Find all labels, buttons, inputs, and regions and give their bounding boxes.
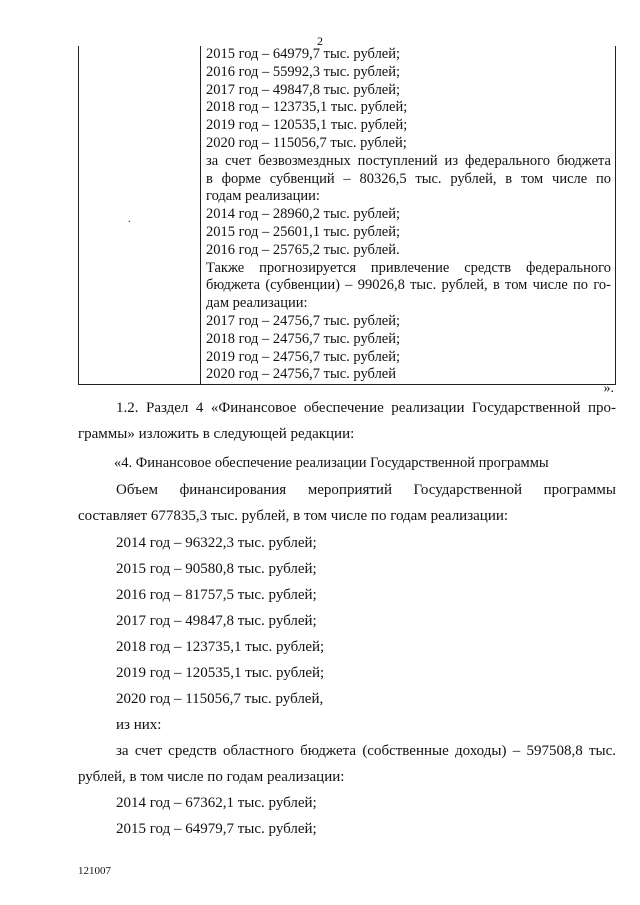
paragraph-line: за счет средств областного бюджета (собственные доходы) – 597508,8 тыс. xyxy=(116,743,616,759)
year-line: 2014 год – 96322,3 тыс. рублей; xyxy=(116,535,317,551)
table-line: за счет безвозмездных поступлений из федерального бюджета xyxy=(206,152,611,169)
table-line: 2014 год – 28960,2 тыс. рублей; xyxy=(206,206,401,223)
table-line: 2015 год – 64979,7 тыс. рублей; xyxy=(206,46,401,62)
year-line: 2017 год – 49847,8 тыс. рублей; xyxy=(116,613,317,629)
table-line: бюджета (субвенции) – 99026,8 тыс. рублей, в том числе по го- xyxy=(206,277,611,294)
footer-code: 121007 xyxy=(78,865,111,877)
table-line: 2019 год – 24756,7 тыс. рублей; xyxy=(206,348,401,365)
table-right-cell xyxy=(206,46,611,384)
year-line: 2014 год – 67362,1 тыс. рублей; xyxy=(116,795,317,811)
year-line: 2015 год – 64979,7 тыс. рублей; xyxy=(116,821,317,837)
table-line: 2016 год – 55992,3 тыс. рублей; xyxy=(206,63,401,80)
table-line: 2015 год – 25601,1 тыс. рублей; xyxy=(206,223,401,240)
table-line: 2020 год – 24756,7 тыс. рублей xyxy=(206,366,397,383)
year-line: 2015 год – 90580,8 тыс. рублей; xyxy=(116,561,317,577)
paragraph-line: из них: xyxy=(116,717,162,733)
table-line: 2019 год – 120535,1 тыс. рублей; xyxy=(206,117,408,134)
closing-quote-mark: ». xyxy=(603,381,614,396)
year-line: 2016 год – 81757,5 тыс. рублей; xyxy=(116,587,317,603)
table-line: годам реализации: xyxy=(206,188,320,205)
table-line: 2020 год – 115056,7 тыс. рублей; xyxy=(206,134,407,151)
year-line: 2020 год – 115056,7 тыс. рублей, xyxy=(116,691,324,707)
table-line: 2017 год – 49847,8 тыс. рублей; xyxy=(206,81,401,98)
table-line: в форме субвенций – 80326,5 тыс. рублей, в том числе по xyxy=(206,170,611,187)
table-line: 2017 год – 24756,7 тыс. рублей; xyxy=(206,312,401,329)
section-title: «4. Финансовое обеспечение реализации Государственной программы xyxy=(114,455,549,471)
table-line: 2018 год – 24756,7 тыс. рублей; xyxy=(206,330,401,347)
page-number: 2 xyxy=(317,34,323,48)
table-line: 2018 год – 123735,1 тыс. рублей; xyxy=(206,99,408,116)
year-line: 2018 год – 123735,1 тыс. рублей; xyxy=(116,639,325,655)
amendment-item-line: 1.2. Раздел 4 «Финансовое обеспечение реализации Государственной про- xyxy=(116,400,616,416)
paragraph-line: составляет 677835,3 тыс. рублей, в том числе по годам реализации: xyxy=(78,508,509,524)
paragraph-line: Объем финансирования мероприятий Государственной программы xyxy=(116,482,616,498)
year-line: 2019 год – 120535,1 тыс. рублей; xyxy=(116,665,325,681)
amendment-item-line: граммы» изложить в следующей редакции: xyxy=(78,426,355,442)
table-line: дам реализации: xyxy=(206,295,308,312)
budget-table xyxy=(78,46,616,385)
table-column-divider xyxy=(200,46,201,384)
paragraph-line: рублей, в том числе по годам реализации: xyxy=(78,769,345,785)
table-line: Также прогнозируется привлечение средств федерального xyxy=(206,259,611,276)
left-cell-mark: . xyxy=(128,214,131,225)
table-line: 2016 год – 25765,2 тыс. рублей. xyxy=(206,241,400,258)
